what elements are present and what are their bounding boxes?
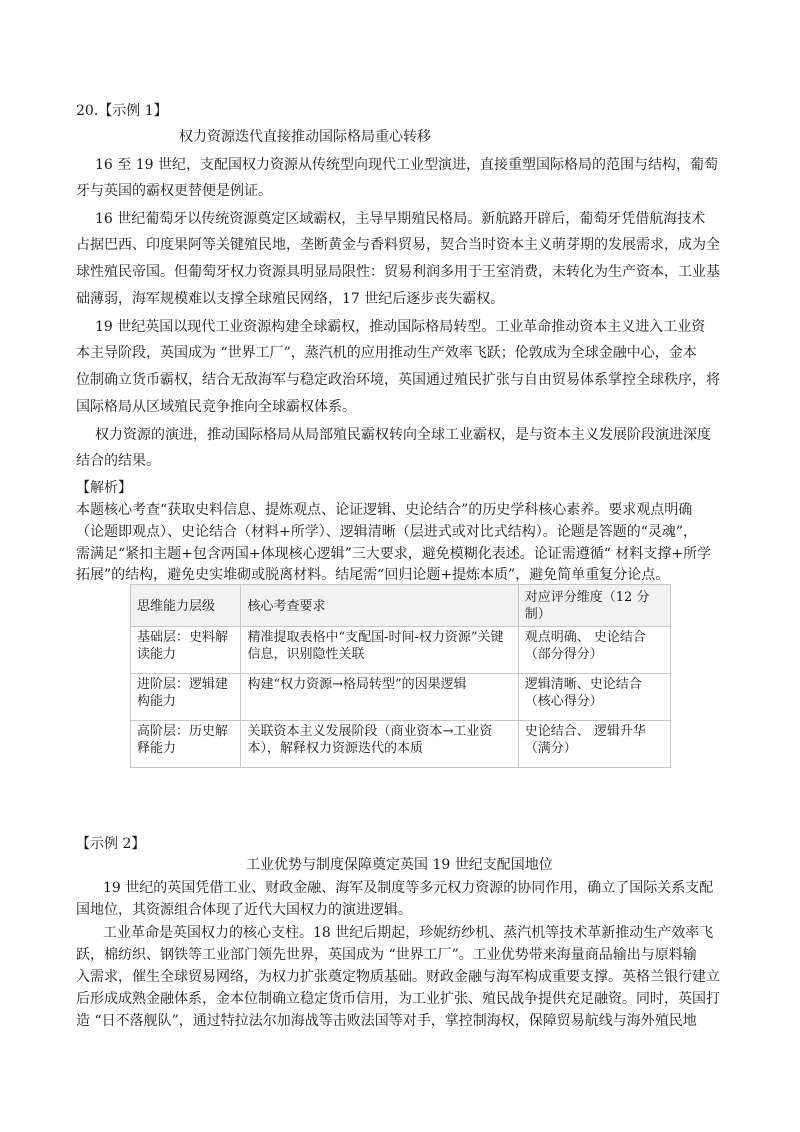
analysis-line4: 拓展”的结构，避免史实堆砌或脱离材料。结尾需“回归论题+提炼本质”，避免简单重复分论点。 [76, 567, 670, 583]
ex1-p4-line2: 结合的结果。 [76, 453, 160, 469]
table-cell: 进阶层：逻辑建构能力 [131, 673, 241, 720]
table-cell: 逻辑清晰、史论结合（核心得分） [518, 673, 670, 720]
ex1-p1-line1: 16 至 19 世纪，支配国权力资源从传统型向现代工业型演进，直接重塑国际格局的范围与结构，葡萄 [95, 157, 718, 173]
example2-title: 工业优势与制度保障奠定英国 19 世纪支配国地位 [246, 857, 553, 873]
example2-heading: 【示例 2】 [76, 836, 146, 852]
ex2-p2-line4: 后形成成熟金融体系，金本位制确立稳定货币信用，为工业扩张、殖民战争提供充足融资。同时，英国打 [76, 991, 720, 1007]
table-header-row [131, 585, 671, 627]
table-row [131, 673, 671, 720]
ex2-p1-line1: 19 世纪的英国凭借工业、财政金融、海军及制度等多元权力资源的协同作用，确立了国际关系支配 [103, 880, 714, 896]
analysis-line3: 需满足“紧扣主题+包含两国+体现核心逻辑”三大要求，避免模糊化表述。论证需遵循“ 材料支撑+所学 [76, 546, 712, 562]
ex1-p2-line3: 球性殖民帝国。但葡萄牙权力资源具明显局限性：贸易利润多用于王室消费，未转化为生产资本，工业基 [76, 264, 720, 280]
ex1-p3-line1: 19 世纪英国以现代工业资源构建全球霸权，推动国际格局转型。工业革命推动资本主义进入工业资 [95, 319, 706, 335]
ex1-p2-line1: 16 世纪葡萄牙以传统资源奠定区域霸权，主导早期殖民格局。新航路开辟后，葡萄牙凭借航海技术 [95, 211, 706, 227]
ex2-p2-line5: 造 “日不落舰队”，通过特拉法尔加海战等击败法国等对手，掌控制海权，保障贸易航线与海外殖民地 [76, 1013, 697, 1029]
ex1-p3-line3: 位制确立货币霸权，结合无敌海军与稳定政治环境，英国通过殖民扩张与自由贸易体系掌控全球秩序，将 [76, 372, 720, 388]
table-header-cell: 对应评分维度（12 分制） [518, 585, 670, 627]
table-cell: 构建“权力资源→格局转型”的因果逻辑 [241, 673, 518, 720]
example1-heading: 20.【示例 1】 [76, 103, 168, 119]
ex2-p1-line2: 国地位，其资源组合体现了近代大国权力的演进逻辑。 [76, 902, 412, 918]
table-cell: 史论结合、 逻辑升华（满分） [518, 720, 670, 767]
table-cell: 观点明确、 史论结合（部分得分） [518, 626, 670, 673]
analysis-line2: （论题即观点）、史论结合（材料+所学）、逻辑清晰（层进式或对比式结构）。论题是答题的“灵魂”， [76, 524, 698, 540]
ex2-p2-line2: 跃，棉纺织、钢铁等工业部门领先世界，英国成为 “世界工厂”。工业优势带来海量商品输出与原料输 [76, 947, 697, 963]
ex1-p1-line2: 牙与英国的霸权更替便是例证。 [76, 183, 272, 199]
ex1-p2-line4: 础薄弱，海军规模难以支撑全球殖民网络，17 世纪后逐步丧失霸权。 [76, 291, 505, 307]
table-row [131, 720, 671, 767]
ex2-p2-line3: 入需求，催生全球贸易网络，为权力扩张奠定物质基础。财政金融与海军构成重要支撑。英格兰银行建立 [76, 969, 720, 985]
ex1-p4-line1: 权力资源的演进，推动国际格局从局部殖民霸权转向全球工业霸权，是与资本主义发展阶段演进深度 [95, 427, 711, 443]
ex1-p3-line4: 国际格局从区域殖民竞争推向全球霸权体系。 [76, 399, 356, 415]
ex1-p3-line2: 本主导阶段，英国成为 “世界工厂”，蒸汽机的应用推动生产效率飞跃；伦敦成为全球金融中心，金本 [76, 345, 697, 361]
analysis-line1: 本题核心考查“获取史料信息、提炼观点、论证逻辑、史论结合”的历史学科核心素养。要求观点明确 [76, 502, 693, 518]
ex2-p2-line1: 工业革命是英国权力的核心支柱。18 世纪后期起，珍妮纺纱机、蒸汽机等技术革新推动生产效率飞 [103, 925, 714, 941]
table-cell: 关联资本主义发展阶段（商业资本→工业资本），解释权力资源迭代的本质 [241, 720, 518, 767]
table-header-cell: 思维能力层级 [131, 585, 241, 627]
table-cell: 高阶层：历史解释能力 [131, 720, 241, 767]
table-header-cell: 核心考查要求 [241, 585, 518, 627]
ability-table [130, 584, 671, 768]
table-cell: 基础层：史料解读能力 [131, 626, 241, 673]
ex1-p2-line2: 占据巴西、印度果阿等关键殖民地，垄断黄金与香料贸易，契合当时资本主义萌芽期的发展需求，成为全 [76, 237, 720, 253]
example1-title: 权力资源迭代直接推动国际格局重心转移 [179, 129, 431, 145]
table-cell: 精准提取表格中“支配国-时间-权力资源”关键信息，识别隐性关联 [241, 626, 518, 673]
analysis-heading: 【解析】 [76, 480, 132, 496]
table-row [131, 626, 671, 673]
